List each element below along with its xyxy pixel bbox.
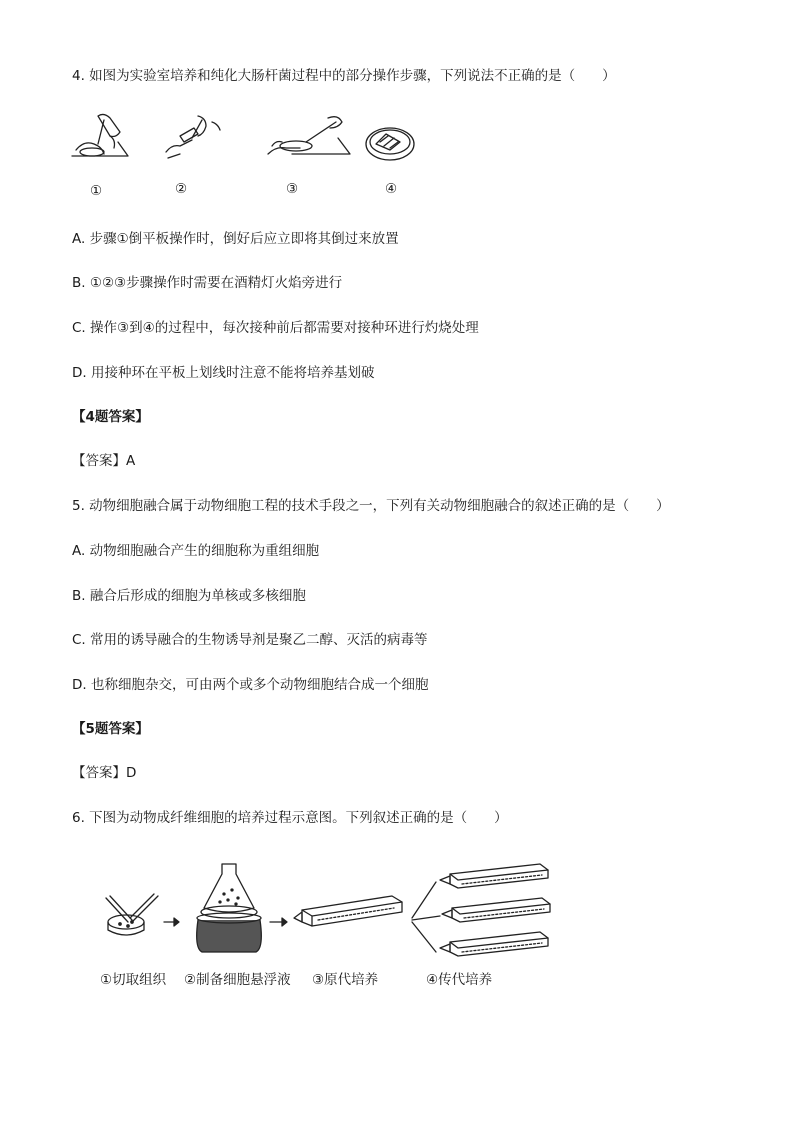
- q6-fig-label-4: ④传代培养: [426, 972, 493, 988]
- branch-arrows: [412, 882, 440, 952]
- q5-option-d: D. 也称细胞杂交，可由两个或多个动物细胞结合成一个细胞: [72, 677, 429, 693]
- tissue-dish-sketch: [106, 894, 158, 935]
- q6-fig-label-2: ②制备细胞悬浮液: [184, 972, 291, 988]
- flask-stirrer-sketch: [197, 864, 262, 952]
- q5-option-b: B. 融合后形成的细胞为单核或多核细胞: [72, 588, 306, 604]
- arrow-icon: [164, 918, 179, 926]
- q4-fig-label-1: ①: [90, 183, 103, 199]
- q4-fig-label-2: ②: [175, 181, 188, 197]
- arrow-icon: [270, 918, 287, 926]
- q6-fig-label-1: ①切取组织: [100, 972, 167, 988]
- q4-figure: [70, 112, 430, 174]
- inoculating-loop-sketch: [166, 116, 220, 158]
- q4-answer-heading: 【4题答案】: [72, 409, 149, 425]
- streak-plate-sketch: [268, 117, 350, 154]
- q4-option-a: A. 步骤①倒平板操作时，倒好后应立即将其倒过来放置: [72, 231, 399, 247]
- petri-dish-sketch: [366, 128, 414, 160]
- q4-option-b: B. ①②③步骤操作时需要在酒精灯火焰旁进行: [72, 275, 343, 291]
- q4-fig-label-4: ④: [385, 181, 398, 197]
- passage-culture-flask-2: [442, 898, 550, 922]
- pour-plate-sketch: [72, 114, 128, 156]
- q5-answer-heading: 【5题答案】: [72, 721, 149, 737]
- q6-figure: [100, 860, 560, 958]
- passage-culture-flask-3: [440, 932, 548, 956]
- q4-option-d: D. 用接种环在平板上划线时注意不能将培养基划破: [72, 365, 375, 381]
- primary-culture-flask-sketch: [294, 896, 402, 926]
- q4-answer: 【答案】A: [72, 453, 136, 469]
- q6-stem: 6. 下图为动物成纤维细胞的培养过程示意图。下列叙述正确的是（ ）: [72, 810, 508, 826]
- q6-fig-label-3: ③原代培养: [312, 972, 379, 988]
- q5-stem: 5. 动物细胞融合属于动物细胞工程的技术手段之一，下列有关动物细胞融合的叙述正确的是（ ）: [72, 498, 670, 514]
- q4-stem: 4. 如图为实验室培养和纯化大肠杆菌过程中的部分操作步骤，下列说法不正确的是（ ）: [72, 68, 616, 84]
- q4-option-c: C. 操作③到④的过程中，每次接种前后都需要对接种环进行灼烧处理: [72, 320, 479, 336]
- q4-fig-label-3: ③: [286, 181, 299, 197]
- q5-option-a: A. 动物细胞融合产生的细胞称为重组细胞: [72, 543, 320, 559]
- q5-option-c: C. 常用的诱导融合的生物诱导剂是聚乙二醇、灭活的病毒等: [72, 632, 428, 648]
- passage-culture-flask-1: [440, 864, 548, 888]
- q5-answer: 【答案】D: [72, 765, 137, 781]
